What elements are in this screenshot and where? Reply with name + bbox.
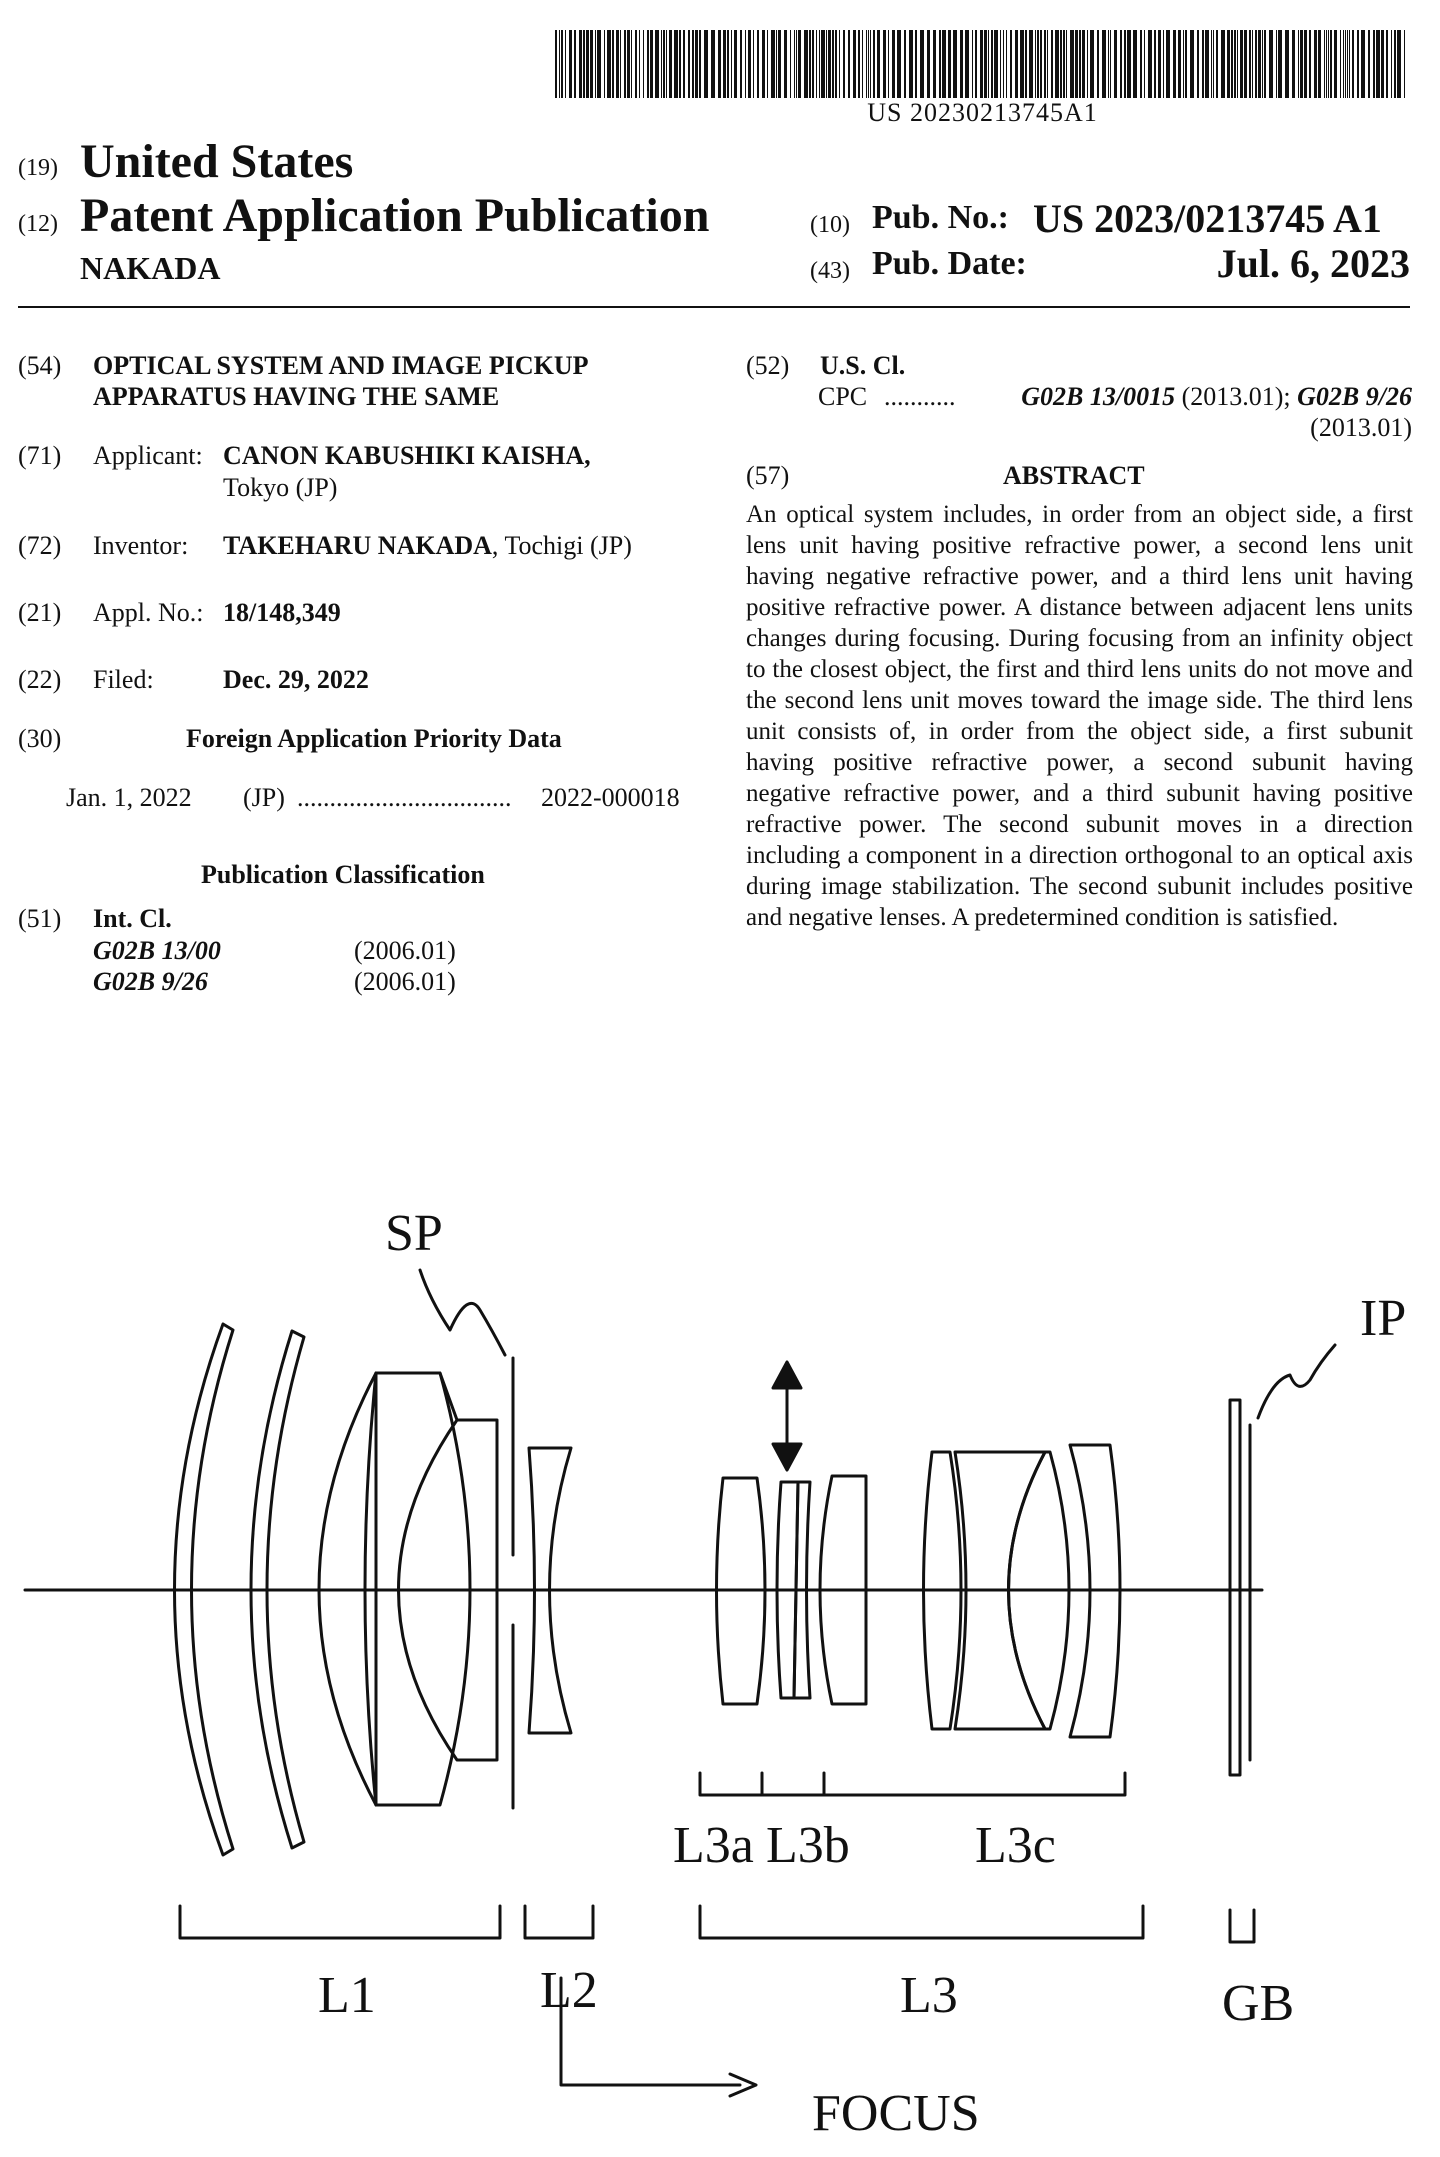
appl-no: 18/148,349 — [223, 598, 341, 627]
cpc-dots: ........... — [884, 382, 956, 411]
barcode-bar — [858, 30, 860, 98]
barcode-bar — [1144, 30, 1145, 98]
barcode-bar — [1037, 30, 1039, 98]
barcode-bar — [1178, 30, 1181, 98]
barcode-bar — [1070, 30, 1074, 98]
abstract-code: (57) — [746, 461, 790, 490]
barcode-bar — [953, 30, 957, 98]
code-10: (10) — [810, 212, 850, 238]
barcode-bar — [1376, 30, 1380, 98]
barcode-bar — [1190, 30, 1194, 98]
barcode-bar — [839, 30, 840, 98]
label-l3a: L3a — [673, 1817, 754, 1874]
barcode-bar — [586, 30, 589, 98]
barcode-bar — [624, 30, 626, 98]
cpc-line — [1021, 381, 1412, 412]
barcode-bar — [1025, 30, 1027, 98]
stabilization-arrow-up — [773, 1362, 801, 1388]
barcode-bar — [832, 30, 834, 98]
barcode-bar — [1244, 30, 1247, 98]
priority-number: 2022-000018 — [541, 783, 680, 812]
barcode-bar — [1304, 30, 1307, 98]
barcode-bar — [888, 30, 889, 98]
barcode-bar — [819, 30, 820, 98]
barcode-bar — [723, 30, 726, 98]
barcode-bar — [1386, 30, 1388, 98]
barcode-bar — [1029, 30, 1033, 98]
barcode-bar — [666, 30, 667, 98]
code-43: (43) — [810, 258, 850, 284]
barcode-bar — [559, 30, 560, 98]
barcode-bar — [1368, 30, 1370, 98]
barcode-bar — [757, 30, 759, 98]
barcode-bar — [1166, 30, 1170, 98]
barcode-bar — [631, 30, 632, 98]
barcode-bar — [1234, 30, 1236, 98]
applicant-code: (71) — [18, 441, 62, 470]
barcode-bar — [794, 30, 795, 98]
barcode-bar — [975, 30, 977, 98]
priority-date: Jan. 1, 2022 — [66, 783, 192, 812]
barcode-bar — [688, 30, 690, 98]
barcode-bar — [784, 30, 787, 98]
barcode-bar — [1255, 30, 1257, 98]
barcode-bar — [699, 30, 701, 98]
barcode-bar — [731, 30, 732, 98]
barcode-bar — [734, 30, 737, 98]
inventor-name: TAKEHARU NAKADA — [223, 531, 492, 560]
label-l2: L2 — [540, 1962, 598, 2019]
barcode-bar — [604, 30, 605, 98]
barcode-bar — [1035, 30, 1036, 98]
barcode-bar — [809, 30, 811, 98]
barcode-bar — [669, 30, 672, 98]
barcode-bar — [1124, 30, 1126, 98]
lens-diagram — [0, 1180, 1440, 2157]
inventor-code: (72) — [18, 531, 62, 560]
barcode-bar — [718, 30, 721, 98]
title-code: (54) — [18, 351, 62, 380]
barcode-bar — [1055, 30, 1059, 98]
code-19: (19) — [18, 155, 58, 181]
barcode-bar — [1163, 30, 1164, 98]
foreign-code: (30) — [18, 724, 62, 753]
barcode-bar — [569, 30, 572, 98]
barcode-bar — [565, 30, 566, 98]
barcode-bar — [1148, 30, 1152, 98]
barcode-bar — [1237, 30, 1238, 98]
barcode-bar — [873, 30, 875, 98]
barcode-bar — [695, 30, 698, 98]
barcode-bar — [798, 30, 801, 98]
sp-leader — [420, 1270, 505, 1355]
intcl-2: G02B 9/26 — [93, 967, 208, 996]
barcode-bar — [616, 30, 619, 98]
applicant-location: Tokyo (JP) — [223, 473, 338, 502]
barcode-bar — [1051, 30, 1053, 98]
barcode-bar — [1292, 30, 1295, 98]
barcode-bar — [1318, 30, 1321, 98]
barcode-bar — [748, 30, 751, 98]
barcode-bar — [1262, 30, 1263, 98]
barcode-bar — [597, 30, 601, 98]
barcode-bar — [627, 30, 630, 98]
barcode-bar — [590, 30, 593, 98]
barcode-bar — [704, 30, 708, 98]
cpc-1-date: (2013.01); — [1181, 382, 1291, 411]
barcode-bar — [1006, 30, 1007, 98]
barcode-bar — [980, 30, 983, 98]
intcl-code: (51) — [18, 904, 62, 933]
filed-code: (22) — [18, 665, 62, 694]
barcode-bar — [745, 30, 746, 98]
barcode-bar — [892, 30, 895, 98]
barcode-bar — [1158, 30, 1161, 98]
applicant-name: CANON KABUSHIKI KAISHA, — [223, 441, 591, 470]
label-focus: FOCUS — [812, 2085, 980, 2142]
barcode-bar — [1326, 30, 1327, 98]
barcode-bar — [1047, 30, 1048, 98]
barcode-bar — [579, 30, 582, 98]
barcode-bar — [1227, 30, 1230, 98]
barcode-bar — [904, 30, 906, 98]
barcode-bar — [1140, 30, 1142, 98]
barcode-bar — [1324, 30, 1325, 98]
barcode-bar — [753, 30, 754, 98]
barcode-bar — [776, 30, 777, 98]
barcode-bar — [1082, 30, 1085, 98]
barcode-bar — [778, 30, 781, 98]
barcode — [555, 30, 1410, 98]
barcode-bar — [635, 30, 637, 98]
label-sp: SP — [385, 1205, 443, 1262]
abstract-heading: ABSTRACT — [1003, 461, 1145, 490]
barcode-bar — [607, 30, 611, 98]
barcode-bar — [828, 30, 831, 98]
barcode-bar — [939, 30, 941, 98]
barcode-bar — [692, 30, 694, 98]
barcode-bar — [853, 30, 856, 98]
inventor-location: , Tochigi (JP) — [491, 531, 632, 560]
barcode-bar — [643, 30, 644, 98]
header-rule — [18, 306, 1410, 308]
barcode-bar — [1314, 30, 1317, 98]
barcode-bar — [1340, 30, 1341, 98]
barcode-bar — [740, 30, 742, 98]
barcode-bar — [595, 30, 596, 98]
barcode-bar — [1394, 30, 1396, 98]
barcode-bar — [920, 30, 924, 98]
label-l3c: L3c — [975, 1817, 1056, 1874]
barcode-bar — [620, 30, 621, 98]
barcode-bar — [1231, 30, 1233, 98]
barcode-bar — [1120, 30, 1122, 98]
barcode-bar — [1285, 30, 1289, 98]
barcode-bar — [1060, 30, 1062, 98]
barcode-bar — [909, 30, 913, 98]
pub-date-label: Pub. Date: — [872, 245, 1027, 282]
filed-label: Filed: — [93, 665, 154, 694]
intcl-label: Int. Cl. — [93, 904, 172, 933]
barcode-bar — [1044, 30, 1046, 98]
barcode-bar — [870, 30, 871, 98]
barcode-bar — [612, 30, 614, 98]
barcode-bar — [1183, 30, 1184, 98]
barcode-bar — [1391, 30, 1392, 98]
barcode-bar — [1397, 30, 1401, 98]
barcode-bar — [639, 30, 640, 98]
barcode-number: US 20230213745A1 — [867, 98, 1098, 127]
barcode-bar — [1300, 30, 1303, 98]
barcode-bar — [1202, 30, 1204, 98]
barcode-bar — [1097, 30, 1099, 98]
bracket-l3 — [700, 1906, 1143, 1938]
barcode-bar — [1269, 30, 1273, 98]
barcode-bar — [915, 30, 917, 98]
barcode-bar — [1373, 30, 1375, 98]
barcode-bar — [843, 30, 845, 98]
barcode-bar — [1040, 30, 1042, 98]
barcode-bar — [1343, 30, 1344, 98]
bracket-l2 — [525, 1906, 593, 1938]
barcode-bar — [1240, 30, 1243, 98]
priority-dots: ................................. — [297, 783, 512, 812]
barcode-bar — [1249, 30, 1251, 98]
barcode-bar — [1063, 30, 1065, 98]
publication-type: Patent Application Publication — [80, 189, 710, 242]
barcode-bar — [1127, 30, 1131, 98]
barcode-bar — [816, 30, 817, 98]
barcode-bar — [727, 30, 729, 98]
barcode-bar — [991, 30, 993, 98]
ip-leader — [1258, 1345, 1335, 1418]
country: United States — [80, 135, 354, 188]
barcode-bar — [1090, 30, 1094, 98]
barcode-bar — [1211, 30, 1212, 98]
barcode-bar — [897, 30, 901, 98]
barcode-bar — [1349, 30, 1350, 98]
barcode-bar — [848, 30, 850, 98]
label-l1: L1 — [318, 1967, 376, 2024]
barcode-bar — [1276, 30, 1277, 98]
barcode-bar — [762, 30, 765, 98]
barcode-bar — [1003, 30, 1004, 98]
barcode-bar — [1114, 30, 1117, 98]
barcode-bar — [583, 30, 585, 98]
barcode-bar — [1258, 30, 1261, 98]
barcode-bar — [812, 30, 814, 98]
barcode-bar — [1015, 30, 1018, 98]
barcode-bar — [1216, 30, 1218, 98]
barcode-bar — [674, 30, 678, 98]
barcode-bar — [1173, 30, 1176, 98]
barcode-bar — [679, 30, 681, 98]
barcode-bar — [933, 30, 936, 98]
barcode-bar — [561, 30, 563, 98]
barcode-bar — [1066, 30, 1067, 98]
barcode-bar — [1110, 30, 1111, 98]
barcode-bar — [1075, 30, 1078, 98]
barcode-bar — [1154, 30, 1156, 98]
bracket-gb — [1230, 1910, 1254, 1942]
uscl-label: U.S. Cl. — [820, 351, 906, 380]
uscl-code: (52) — [746, 351, 790, 380]
label-l3: L3 — [900, 1967, 958, 2024]
barcode-bar — [965, 30, 969, 98]
barcode-bar — [972, 30, 973, 98]
cpc-label: CPC — [818, 382, 868, 411]
barcode-bar — [1205, 30, 1209, 98]
cpc-2-date: (2013.01) — [1310, 413, 1412, 442]
inventor-label: Inventor: — [93, 531, 189, 560]
barcode-bar — [555, 30, 557, 98]
barcode-bar — [994, 30, 998, 98]
barcode-bar — [1381, 30, 1384, 98]
barcode-bar — [771, 30, 775, 98]
barcode-bar — [663, 30, 665, 98]
applicant-label: Applicant: — [93, 441, 203, 470]
barcode-bar — [1264, 30, 1266, 98]
title-line-1: OPTICAL SYSTEM AND IMAGE PICKUP — [93, 351, 589, 380]
barcode-bar — [883, 30, 886, 98]
barcode-bar — [790, 30, 791, 98]
barcode-bar — [868, 30, 869, 98]
barcode-bar — [1221, 30, 1225, 98]
inventor-value — [223, 530, 632, 561]
label-l3b: L3b — [766, 1817, 850, 1874]
glass-block — [1230, 1400, 1240, 1775]
code-12: (12) — [18, 211, 58, 237]
cpc-2: G02B 9/26 — [1297, 382, 1412, 411]
barcode-bar — [655, 30, 659, 98]
bracket-l1 — [180, 1906, 500, 1938]
barcode-bar — [835, 30, 837, 98]
barcode-bar — [1133, 30, 1137, 98]
barcode-bar — [683, 30, 685, 98]
barcode-bar — [1213, 30, 1214, 98]
intcl-1: G02B 13/00 — [93, 936, 221, 965]
barcode-bar — [984, 30, 987, 98]
inventor-surname: NAKADA — [80, 250, 221, 286]
barcode-bar — [1185, 30, 1187, 98]
barcode-bar — [650, 30, 653, 98]
barcode-bar — [862, 30, 863, 98]
barcode-bar — [1352, 30, 1354, 98]
barcode-bar — [1309, 30, 1311, 98]
barcode-bar — [1334, 30, 1337, 98]
barcode-bar — [1347, 30, 1348, 98]
priority-country: (JP) — [243, 783, 285, 812]
pub-no: US 2023/0213745 A1 — [1033, 196, 1382, 241]
barcode-bar — [1404, 30, 1405, 98]
barcode-bar — [826, 30, 827, 98]
barcode-bar — [574, 30, 576, 98]
barcode-bar — [804, 30, 808, 98]
barcode-bar — [960, 30, 963, 98]
label-gb: GB — [1222, 1975, 1295, 2032]
barcode-bar — [988, 30, 989, 98]
intcl-2-date: (2006.01) — [354, 967, 456, 996]
barcode-bar — [1020, 30, 1024, 98]
pub-no-label: Pub. No.: — [872, 199, 1009, 236]
barcode-bar — [1197, 30, 1199, 98]
barcode-bar — [711, 30, 715, 98]
barcode-bar — [948, 30, 951, 98]
barcode-bar — [1361, 30, 1365, 98]
barcode-bar — [1357, 30, 1359, 98]
barcode-bar — [1330, 30, 1332, 98]
barcode-bar — [877, 30, 880, 98]
barcode-bar — [927, 30, 930, 98]
barcode-bar — [1087, 30, 1088, 98]
barcode-bar — [821, 30, 825, 98]
barcode-bar — [1252, 30, 1253, 98]
abstract-text: An optical system includes, in order from an object side, a first lens unit having positive refractive power, a second lens unit having negative refractive power, and a third lens unit having positive refractive power. A distance between adjacent lens units changes during focusing. During focusing from an infinity object to the closest object, the first and third lens units do not move and the second lens unit moves toward the image side. The third lens unit consists of, in order from the object side, a first subunit having positive refractive power, a second subunit having negative refractive power, and a third subunit having positive refractive power. The second subunit moves in a direction including a component in a direction orthogonal to an optical axis during image stabilization. The second subunit includes positive and negative lenses. A predetermined condition is satisfied. — [746, 501, 1413, 931]
stabilization-arrow-down — [773, 1444, 801, 1470]
barcode-bar — [647, 30, 649, 98]
barcode-bar — [796, 30, 797, 98]
bracket-l3c — [824, 1773, 1125, 1795]
barcode-bar — [1345, 30, 1346, 98]
pub-class-heading: Publication Classification — [201, 860, 485, 889]
bracket-l3a — [700, 1773, 762, 1795]
barcode-bar — [1108, 30, 1109, 98]
barcode-bar — [1000, 30, 1001, 98]
barcode-bar — [942, 30, 946, 98]
barcode-bar — [1298, 30, 1299, 98]
appl-code: (21) — [18, 598, 62, 627]
intcl-1-date: (2006.01) — [354, 936, 456, 965]
title-line-2: APPARATUS HAVING THE SAME — [93, 382, 500, 411]
barcode-bar — [1079, 30, 1081, 98]
pub-date: Jul. 6, 2023 — [1216, 241, 1410, 286]
barcode-bar — [1328, 30, 1329, 98]
barcode-bar — [1102, 30, 1106, 98]
barcode-bar — [866, 30, 867, 98]
barcode-bar — [1278, 30, 1282, 98]
appl-label: Appl. No.: — [93, 598, 204, 627]
cpc-1: G02B 13/0015 — [1021, 382, 1176, 411]
filed-date: Dec. 29, 2022 — [223, 665, 369, 694]
foreign-heading: Foreign Application Priority Data — [186, 724, 562, 753]
bracket-l3b — [762, 1773, 824, 1795]
label-ip: IP — [1360, 1290, 1407, 1347]
barcode-bar — [661, 30, 662, 98]
barcode-bar — [1010, 30, 1012, 98]
barcode-bar — [767, 30, 768, 98]
